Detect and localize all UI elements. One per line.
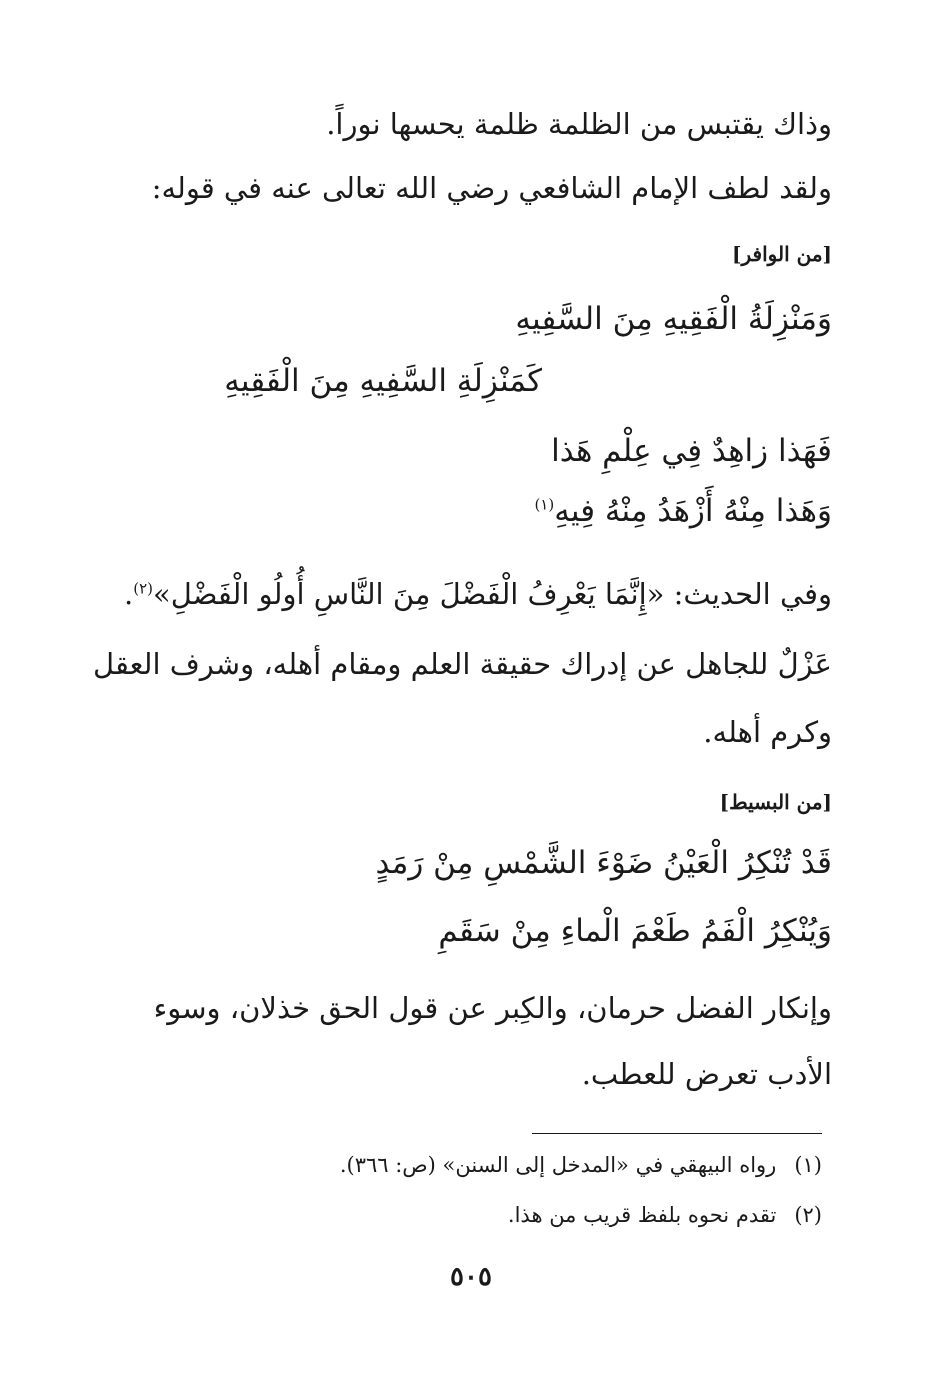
- hadith-text: وفي الحديث: «إِنَّمَا يَعْرِفُ الْفَضْلَ مِنَ النَّاسِ أُولُو الْفَضْلِ»: [153, 577, 832, 611]
- footnote-2: [508, 1200, 822, 1230]
- verse-2-first-hemistich: فَهَذا زاهِدٌ فِي عِلْمِ هَذا: [551, 433, 832, 469]
- paragraph-line-2: ولقد لطف الإمام الشافعي رضي الله تعالى عنه في قوله:: [151, 171, 832, 205]
- meter-label-basit: [من البسيط]: [719, 790, 832, 814]
- verse-3-second-hemistich: وَيُنْكِرُ الْفَمُ طَعْمَ الْماءِ مِنْ سَقَمِ: [438, 913, 832, 949]
- verse-1-first-hemistich: وَمَنْزِلَةُ الْفَقِيهِ مِنَ السَّفِيهِ: [515, 301, 832, 337]
- page-number: ٥٠٥: [450, 1262, 492, 1292]
- verse-2-second-text: وَهَذا مِنْهُ أَزْهَدُ مِنْهُ فِيهِ: [554, 493, 832, 529]
- footnote-2-number: (٢): [794, 1203, 822, 1227]
- paragraph-line-5: وكرم أهله.: [703, 715, 832, 749]
- meter-label-wafir: [من الوافر]: [732, 242, 832, 266]
- footnote-ref-1: (١): [534, 495, 555, 514]
- footnote-separator: [532, 1133, 822, 1134]
- paragraph-line-3: [124, 572, 832, 616]
- footnote-ref-2: (٢): [133, 579, 153, 598]
- footnote-1-text: رواه البيهقي في «المدخل إلى السنن» (ص: ٣٦٦).: [339, 1153, 777, 1177]
- paragraph-line-4: عَزْلٌ للجاهل عن إدراك حقيقة العلم ومقام أهله، وشرف العقل: [93, 647, 832, 681]
- paragraph-line-6: وإنكار الفضل حرمان، والكِبر عن قول الحق خذلان، وسوء: [153, 991, 832, 1025]
- verse-2-second-hemistich: [534, 486, 832, 536]
- paragraph-line-7: الأدب تعرض للعطب.: [581, 1057, 832, 1091]
- footnote-2-text: تقدم نحوه بلفظ قريب من هذا.: [507, 1203, 777, 1227]
- footnote-1-number: (١): [794, 1153, 822, 1177]
- hadith-period: .: [124, 577, 134, 611]
- paragraph-line-1: وذاك يقتبس من الظلمة ظلمة يحسها نوراً.: [326, 107, 832, 141]
- footnote-1: [340, 1150, 822, 1180]
- verse-1-second-hemistich: كَمَنْزِلَةِ السَّفِيهِ مِنَ الْفَقِيهِ: [224, 363, 542, 399]
- verse-3-first-hemistich: قَدْ تُنْكِرُ الْعَيْنُ ضَوْءَ الشَّمْسِ مِنْ رَمَدٍ: [375, 845, 832, 881]
